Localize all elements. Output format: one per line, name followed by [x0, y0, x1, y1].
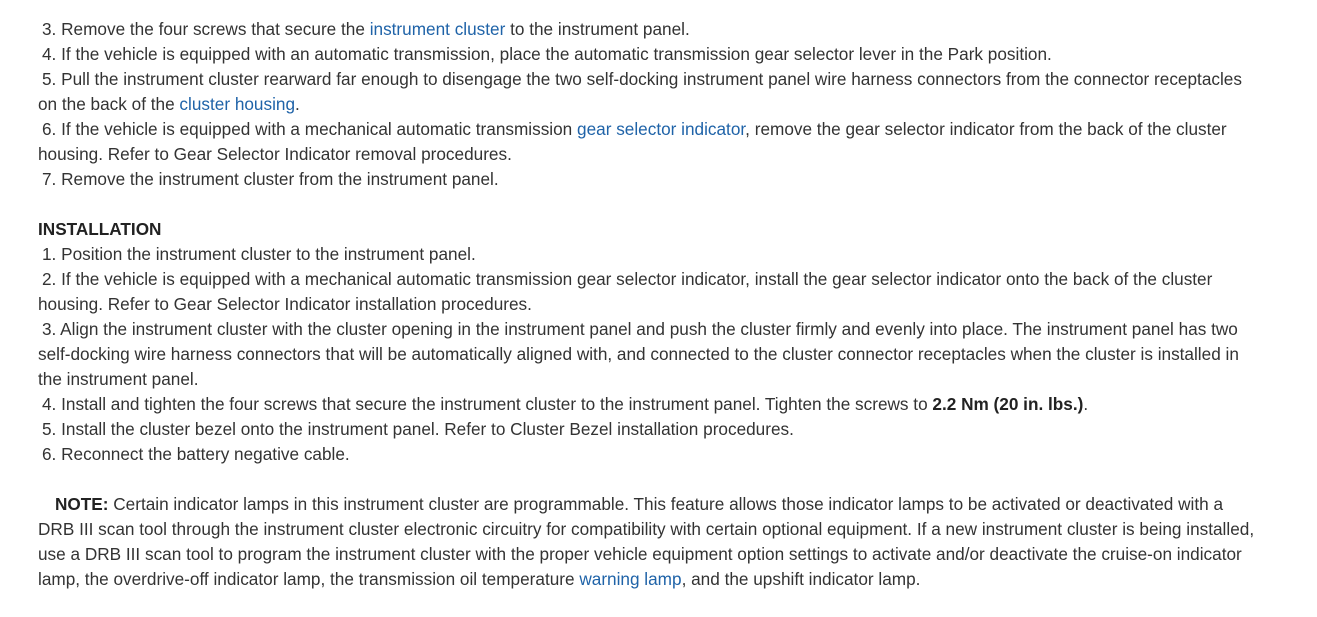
step-text: Remove the four screws that secure the — [61, 19, 370, 39]
step-text: Position the instrument cluster to the instrument panel. — [61, 244, 476, 264]
installation-step-3 — [38, 317, 1264, 392]
step-number: 3. — [42, 319, 57, 339]
removal-step-7 — [38, 167, 1264, 192]
step-number: 1. — [42, 244, 57, 264]
step-text: Install and tighten the four screws that secure the instrument cluster to the instrument panel. Tighten the screws to — [61, 394, 933, 414]
removal-step-5 — [38, 67, 1264, 117]
removal-step-6 — [38, 117, 1264, 167]
step-number: 4. — [42, 44, 57, 64]
link-cluster-housing[interactable]: cluster housing — [179, 94, 296, 114]
step-text: , remove the gear selector indicator from the back of the cluster housing. Refer to Gear Selector Indicator removal procedures. — [38, 119, 1227, 164]
step-text: Install the cluster bezel onto the instrument panel. Refer to Cluster Bezel installation procedures. — [61, 419, 794, 439]
section-spacer — [38, 192, 1264, 217]
step-text: . — [295, 94, 300, 114]
link-gear-selector-indicator[interactable]: gear selector indicator — [577, 119, 746, 139]
document-body — [38, 17, 1264, 592]
installation-step-5 — [38, 417, 1264, 442]
step-text: Pull the instrument cluster rearward far enough to disengage the two self-docking instrument panel wire harness connectors from the connector receptacles on the back of the — [38, 69, 1242, 114]
installation-heading: INSTALLATION — [38, 219, 162, 239]
step-number: 2. — [42, 269, 57, 289]
step-text: If the vehicle is equipped with a mechanical automatic transmission — [61, 119, 578, 139]
installation-step-1 — [38, 242, 1264, 267]
step-number: 5. — [42, 69, 57, 89]
step-text: Remove the instrument cluster from the instrument panel. — [61, 169, 499, 189]
removal-step-3 — [38, 17, 1264, 42]
step-number: 3. — [42, 19, 57, 39]
note-label: NOTE: — [55, 494, 109, 514]
step-text: Align the instrument cluster with the cluster opening in the instrument panel and push the cluster firmly and evenly into place. The instrument panel has two self-docking wire harness connectors that will be automatically aligned with, and connected to the cluster connector receptacles when the cluster is installed in the instrument panel. — [38, 319, 1239, 389]
section-spacer — [38, 467, 1264, 492]
link-warning-lamp[interactable]: warning lamp — [579, 569, 682, 589]
step-text: Reconnect the battery negative cable. — [61, 444, 350, 464]
note-text: Certain indicator lamps in this instrument cluster are programmable. This feature allows those indicator lamps to be activated or deactivated with a DRB III scan tool through the instrument cluster electronic circuitry for compatibility with certain optional equipment. If a new instrument cluster is being installed, use a DRB III scan tool to program the instrument cluster with the proper vehicle equipment option settings to activate and/or deactivate the cruise-on indicator lamp, the overdrive-off indicator lamp, the transmission oil temperature — [38, 494, 1255, 589]
installation-step-2 — [38, 267, 1264, 317]
step-number: 5. — [42, 419, 57, 439]
step-number: 4. — [42, 394, 57, 414]
installation-step-6 — [38, 442, 1264, 467]
step-text: . — [1083, 394, 1089, 414]
step-text: to the instrument panel. — [505, 19, 690, 39]
installation-step-4 — [38, 392, 1264, 417]
step-text: If the vehicle is equipped with an automatic transmission, place the automatic transmission gear selector lever in the Park position. — [61, 44, 1052, 64]
step-number: 6. — [42, 119, 57, 139]
link-instrument-cluster[interactable]: instrument cluster — [369, 19, 506, 39]
torque-spec: 2.2 Nm (20 in. lbs.) — [932, 394, 1084, 414]
removal-step-4 — [38, 42, 1264, 67]
note-paragraph — [38, 492, 1264, 592]
step-number: 7. — [42, 169, 57, 189]
step-number: 6. — [42, 444, 57, 464]
note-text: , and the upshift indicator lamp. — [681, 569, 921, 589]
step-text: If the vehicle is equipped with a mechanical automatic transmission gear selector indicator, install the gear selector indicator onto the back of the cluster housing. Refer to Gear Selector Indicator installation procedures. — [38, 269, 1213, 314]
